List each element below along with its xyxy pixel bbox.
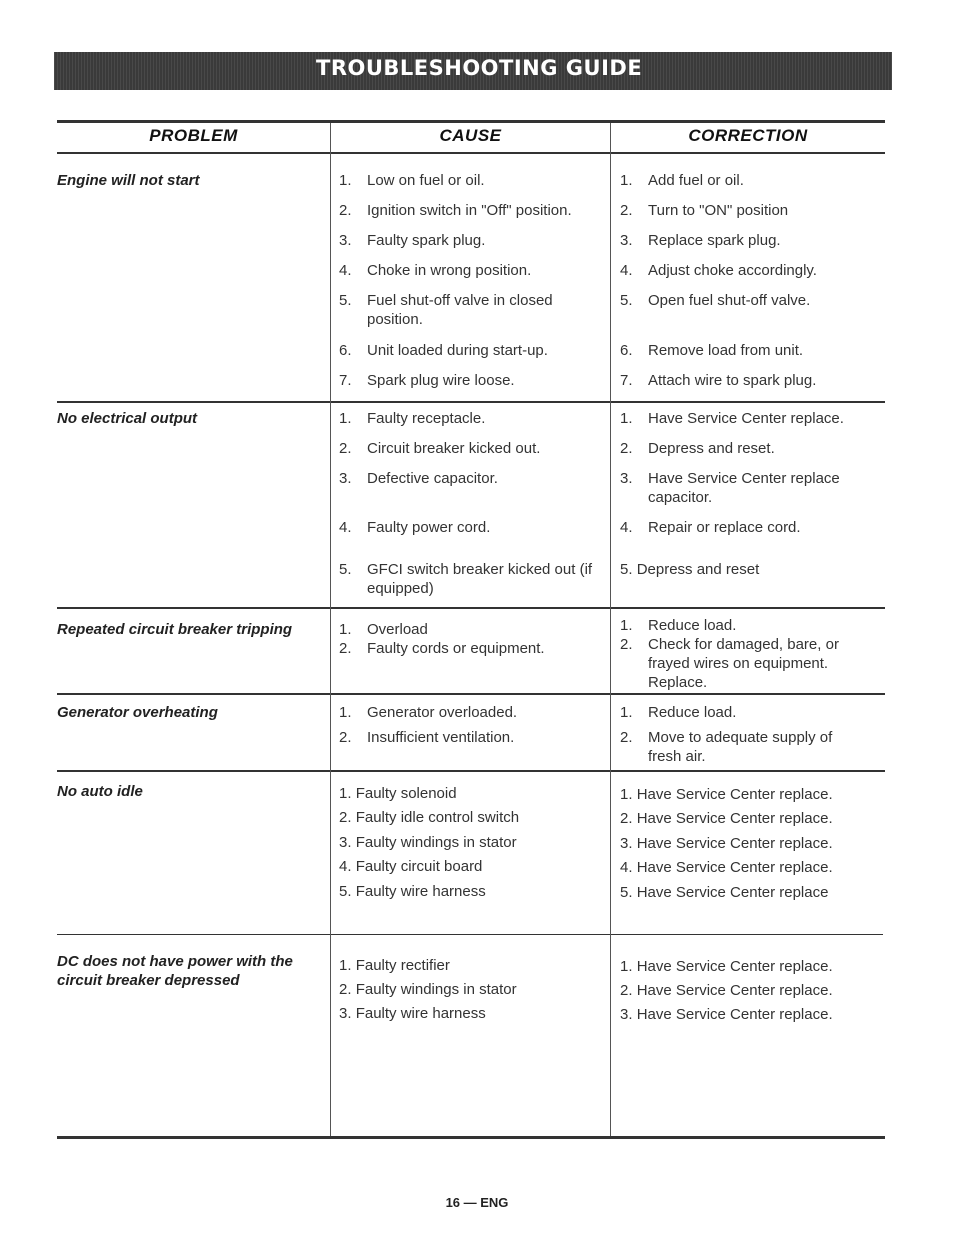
correction-item	[620, 703, 882, 722]
item-text: Circuit breaker kicked out.	[367, 440, 541, 457]
correction-item	[620, 469, 882, 507]
item-text: Faulty rectifier	[355, 957, 450, 974]
item-number: 4.	[339, 519, 352, 536]
problem-label: No electrical output	[57, 410, 198, 427]
cause-item	[339, 560, 601, 598]
item-text: Faulty receptacle.	[367, 410, 486, 427]
item-text: Have Service Center replace	[636, 884, 829, 901]
correction-item	[620, 635, 882, 692]
item-text: Have Service Center replace.	[636, 982, 833, 999]
item-text: Faulty idle control switch	[355, 809, 520, 826]
item-number: 3.	[339, 470, 352, 487]
item-number: 5.	[620, 292, 633, 309]
item-number: 4.	[339, 858, 352, 875]
cause-item	[339, 784, 601, 803]
cause-item	[339, 439, 601, 458]
cause-item	[339, 201, 601, 220]
item-number: 5.	[339, 561, 352, 578]
correction-item	[620, 858, 882, 877]
item-text: Insufficient ventilation.	[367, 729, 515, 746]
item-number: 1.	[620, 704, 633, 721]
correction-item	[620, 439, 882, 458]
item-number: 3.	[620, 835, 633, 852]
item-number: 6.	[620, 342, 633, 359]
problem-label: Engine will not start	[57, 172, 200, 189]
item-text: Check for damaged, bare, or frayed wires on equipment. Replace.	[648, 636, 839, 691]
item-number: 5.	[620, 884, 633, 901]
item-number: 1.	[620, 786, 633, 803]
cause-item	[339, 1004, 601, 1023]
correction-item	[620, 201, 882, 220]
item-number: 4.	[339, 262, 352, 279]
item-number: 4.	[620, 519, 633, 536]
item-number: 2.	[339, 640, 352, 657]
item-text: Depress and reset.	[648, 440, 775, 457]
row-divider	[57, 770, 885, 772]
item-text: Have Service Center replace.	[636, 859, 833, 876]
item-text: Faulty windings in stator	[355, 981, 517, 998]
header-problem: PROBLEM	[149, 126, 238, 145]
item-text: Have Service Center replace.	[636, 786, 833, 803]
item-number: 2.	[339, 729, 352, 746]
cause-item	[339, 980, 601, 999]
item-number: 7.	[620, 372, 633, 389]
item-text: Reduce load.	[648, 617, 737, 634]
item-number: 4.	[620, 262, 633, 279]
item-text: Add fuel or oil.	[648, 172, 744, 189]
item-text: Open fuel shut-off valve.	[648, 292, 811, 309]
correction-item	[620, 728, 882, 766]
item-text: Faulty power cord.	[367, 519, 491, 536]
cause-item	[339, 833, 601, 852]
table-top-rule	[57, 120, 885, 123]
item-number: 2.	[620, 440, 633, 457]
correction-item	[620, 785, 882, 804]
correction-item	[620, 957, 882, 976]
cause-item	[339, 703, 601, 722]
correction-item	[620, 616, 882, 635]
correction-item	[620, 981, 882, 1000]
item-text: Reduce load.	[648, 704, 737, 721]
item-text: Ignition switch in "Off" position.	[367, 202, 572, 219]
item-number: 4.	[620, 859, 633, 876]
item-text: Adjust choke accordingly.	[648, 262, 817, 279]
item-text: Faulty wire harness	[355, 1005, 486, 1022]
cause-item	[339, 371, 601, 390]
correction-item	[620, 341, 882, 360]
item-text: Have Service Center replace capacitor.	[648, 470, 840, 506]
row-divider	[57, 607, 885, 609]
item-text: Replace spark plug.	[648, 232, 781, 249]
item-number: 2.	[620, 810, 633, 827]
cause-item	[339, 639, 601, 658]
correction-item	[620, 261, 882, 280]
item-text: Repair or replace cord.	[648, 519, 801, 536]
page-number: 16 — ENG	[445, 1195, 509, 1210]
table-bottom-rule	[57, 1136, 885, 1139]
cause-item	[339, 261, 601, 280]
item-text: Faulty cords or equipment.	[367, 640, 545, 657]
item-number: 3.	[339, 834, 352, 851]
column-divider	[610, 123, 611, 1136]
item-text: Remove load from unit.	[648, 342, 804, 359]
item-number: 3.	[339, 232, 352, 249]
item-text: Faulty solenoid	[355, 785, 457, 802]
cause-item	[339, 409, 601, 428]
item-number: 5.	[339, 292, 352, 309]
correction-item	[620, 809, 882, 828]
problem-label: Generator overheating	[57, 704, 218, 721]
item-text: Have Service Center replace.	[636, 1006, 833, 1023]
item-number: 2.	[339, 202, 352, 219]
correction-item	[620, 409, 882, 428]
correction-item	[620, 834, 882, 853]
item-number: 2.	[339, 809, 352, 826]
item-text: Have Service Center replace.	[636, 835, 833, 852]
item-number: 7.	[339, 372, 352, 389]
item-text: Faulty wire harness	[355, 883, 486, 900]
item-text: Faulty windings in stator	[355, 834, 517, 851]
item-text: Generator overloaded.	[367, 704, 518, 721]
row-divider	[57, 934, 883, 935]
row-divider	[57, 693, 885, 695]
item-text: Have Service Center replace.	[636, 958, 833, 975]
cause-item	[339, 857, 601, 876]
header-correction: CORRECTION	[688, 126, 808, 145]
item-number: 2.	[620, 982, 633, 999]
cause-item	[339, 808, 601, 827]
item-number: 2.	[620, 729, 633, 746]
item-text: Defective capacitor.	[367, 470, 498, 487]
item-text: Overload	[367, 621, 428, 638]
header-cause: CAUSE	[439, 126, 502, 145]
cause-item	[339, 882, 601, 901]
problem-label: Repeated circuit breaker tripping	[57, 621, 293, 638]
item-text: Choke in wrong position.	[367, 262, 532, 279]
item-number: 1.	[620, 617, 633, 634]
cause-item	[339, 231, 601, 250]
item-number: 1.	[339, 785, 352, 802]
correction-item	[620, 883, 882, 902]
cause-item	[339, 956, 601, 975]
column-divider	[330, 123, 331, 1136]
cause-item	[339, 291, 601, 329]
item-number: 6.	[339, 342, 352, 359]
item-number: 1.	[339, 172, 352, 189]
correction-item	[620, 231, 882, 250]
item-text: Move to adequate supply of fresh air.	[648, 729, 833, 765]
item-number: 1.	[620, 172, 633, 189]
item-text: GFCI switch breaker kicked out (if equipped)	[367, 561, 593, 597]
item-number: 2.	[620, 202, 633, 219]
correction-item	[620, 1005, 882, 1024]
item-text: Unit loaded during start-up.	[367, 342, 548, 359]
problem-label: DC does not have power with the circuit breaker depressed	[57, 953, 293, 989]
item-number: 3.	[620, 470, 633, 487]
item-text: Have Service Center replace.	[636, 810, 833, 827]
problem-label: No auto idle	[57, 783, 143, 800]
correction-item	[620, 560, 882, 579]
item-text: Spark plug wire loose.	[367, 372, 515, 389]
item-number: 3.	[339, 1005, 352, 1022]
page-title: TROUBLESHOOTING GUIDE	[316, 56, 643, 80]
item-text: Faulty spark plug.	[367, 232, 486, 249]
item-number: 3.	[620, 1006, 633, 1023]
item-number: 2.	[620, 636, 633, 653]
item-number: 5.	[339, 883, 352, 900]
cause-item	[339, 171, 601, 190]
item-number: 1.	[620, 958, 633, 975]
correction-item	[620, 171, 882, 190]
item-number: 3.	[620, 232, 633, 249]
item-number: 5.	[620, 561, 633, 578]
item-text: Attach wire to spark plug.	[648, 372, 817, 389]
item-number: 1.	[339, 410, 352, 427]
item-number: 1.	[339, 704, 352, 721]
cause-item	[339, 728, 601, 747]
item-text: Depress and reset	[636, 561, 760, 578]
item-text: Faulty circuit board	[355, 858, 483, 875]
cause-item	[339, 469, 601, 488]
item-text: Low on fuel or oil.	[367, 172, 485, 189]
header-bottom-rule	[57, 152, 885, 154]
correction-item	[620, 291, 882, 310]
item-text: Turn to "ON" position	[648, 202, 789, 219]
item-number: 2.	[339, 981, 352, 998]
row-divider	[57, 401, 885, 403]
item-number: 1.	[339, 621, 352, 638]
cause-item	[339, 518, 601, 537]
correction-item	[620, 518, 882, 537]
item-text: Have Service Center replace.	[648, 410, 844, 427]
item-number: 1.	[620, 410, 633, 427]
item-number: 2.	[339, 440, 352, 457]
cause-item	[339, 341, 601, 360]
cause-item	[339, 620, 601, 639]
item-text: Fuel shut-off valve in closed position.	[367, 292, 553, 328]
correction-item	[620, 371, 882, 390]
title-banner	[54, 52, 892, 90]
item-number: 1.	[339, 957, 352, 974]
